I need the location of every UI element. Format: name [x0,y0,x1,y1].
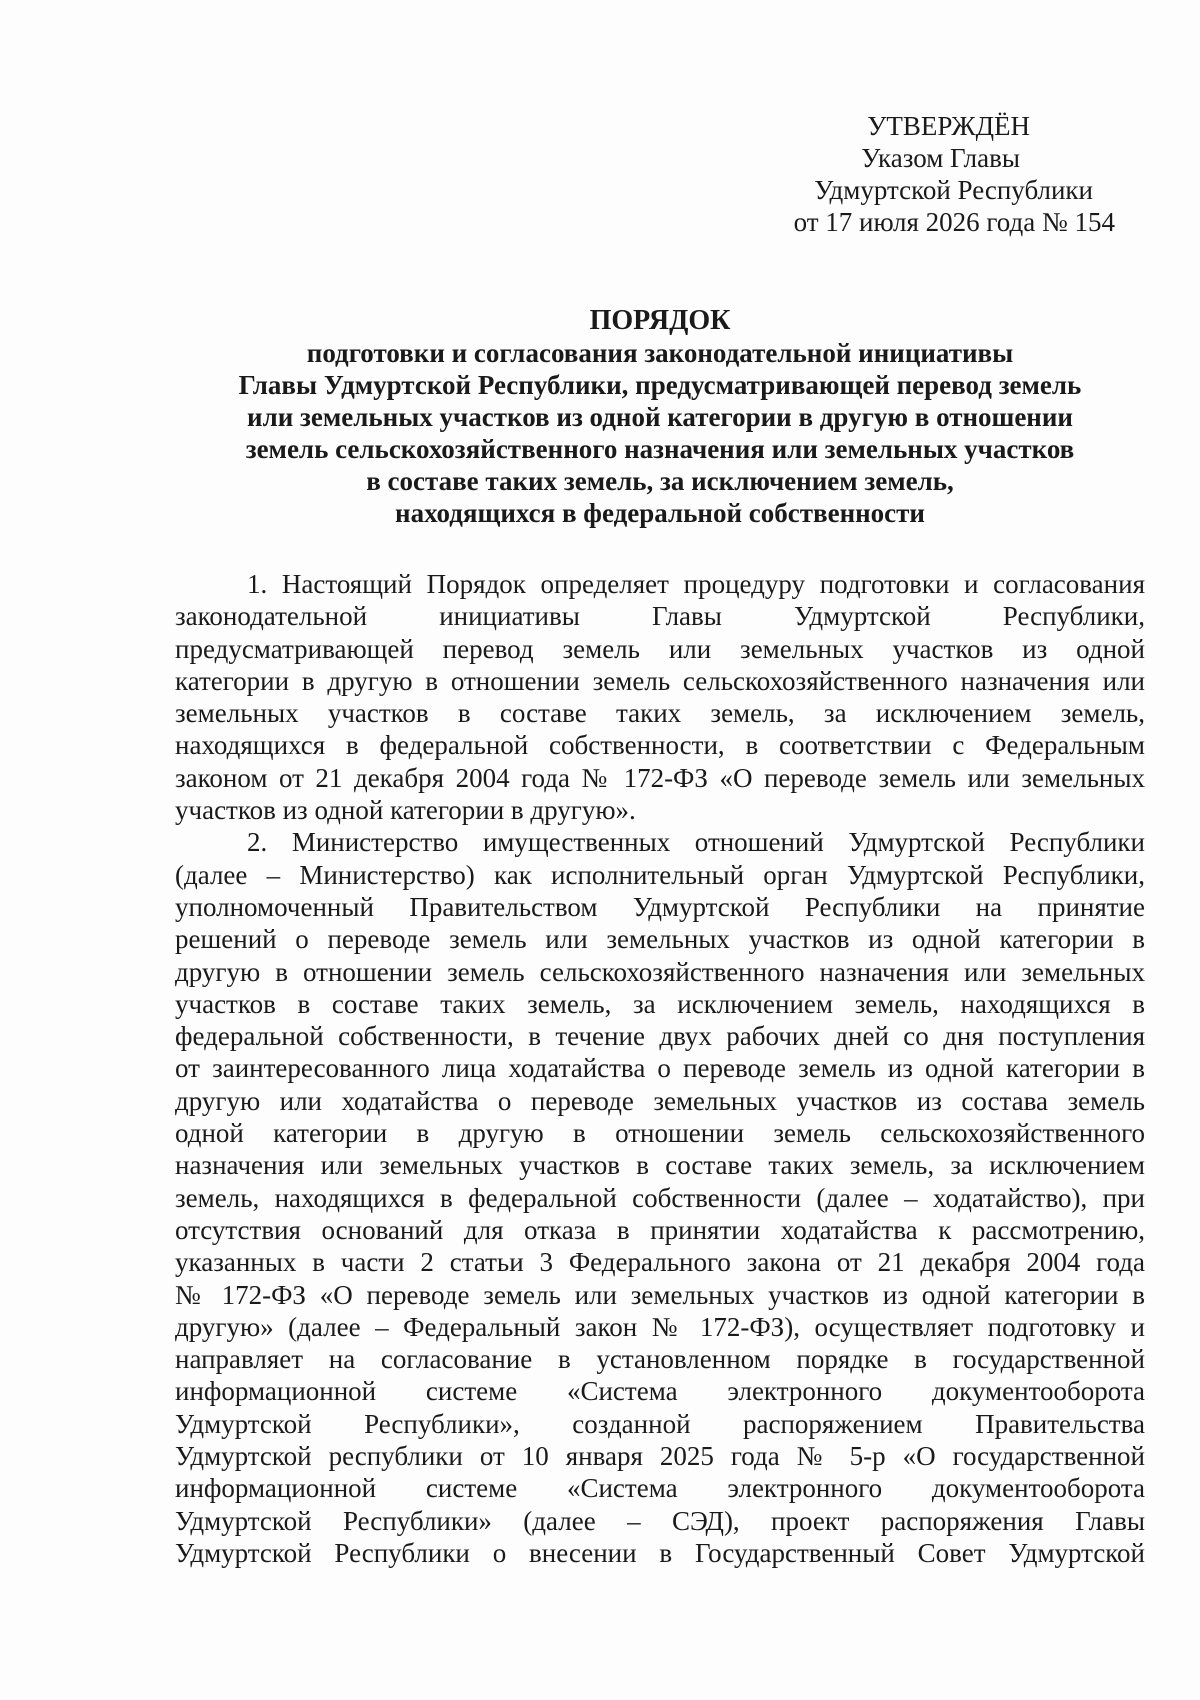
paragraph-line: указанных в части 2 статьи 3 Федерального закона от 21 декабря 2004 года [175,1247,1145,1278]
paragraph-line: предусматривающей перевод земель или земельных участков из одной [175,633,1145,664]
paragraph-line: Удмуртской Республики о внесении в Государственный Совет Удмуртской [175,1537,1145,1568]
paragraph-line: Удмуртской республики от 10 января 2025 года № 5-р «О государственной [175,1441,1145,1472]
paragraph-line: Удмуртской Республики», созданной распоряжением Правительства [175,1408,1145,1439]
paragraph-line: находящихся в федеральной собственности, в соответствии с Федеральным [175,730,1145,761]
paragraph-line: 2. Министерство имущественных отношений Удмуртской Республики [247,827,1145,858]
title-line: в составе таких земель, за исключением земель, [366,466,954,496]
paragraph-line: направляет на согласование в установленном порядке в государственной [175,1344,1145,1375]
paragraph-line: от заинтересованного лица ходатайства о переводе земель из одной категории в [175,1053,1145,1084]
approval-line: от 17 июля 2026 года № 154 [793,207,1115,237]
paragraph-line: категории в другую в отношении земель сельскохозяйственного назначения или [175,665,1145,696]
paragraph-line: другую» (далее – Федеральный закон № 172-ФЗ), осуществляет подготовку и [175,1311,1145,1342]
approval-line: Удмуртской Республики [814,175,1093,205]
approval-line: УТВЕРЖДЁН [867,111,1030,141]
title-heading: ПОРЯДОК [589,305,731,336]
paragraph-line: решений о переводе земель или земельных участков из одной категории в [175,924,1145,955]
paragraph-line: уполномоченный Правительством Удмуртской Республики на принятие [175,891,1145,922]
paragraph-2 [175,826,1145,1569]
paragraph-line: Удмуртской Республики» (далее – СЭД), проект распоряжения Главы [175,1505,1145,1536]
title-line: подготовки и согласования законодательной инициативы [306,338,1014,368]
document-title [160,305,1160,529]
paragraph-line: одной категории в другую в отношении земель сельскохозяйственного [175,1118,1145,1149]
title-line: или земельных участков из одной категории в другую в отношении [247,402,1073,432]
paragraph-line: отсутствия оснований для отказа в принятии ходатайства к рассмотрению, [175,1214,1145,1245]
approval-line: Указом Главы [861,143,1020,173]
paragraph-line: другую в отношении земель сельскохозяйственного назначения или земельных [175,956,1145,987]
document-body [175,568,1145,1569]
paragraph-1 [175,568,1145,826]
paragraph-line: (далее – Министерство) как исполнительный орган Удмуртской Республики, [175,859,1145,890]
paragraph-line: информационной системе «Система электронного документооборота [175,1473,1145,1504]
paragraph-line: федеральной собственности, в течение двух рабочих дней со дня поступления [175,1021,1145,1052]
paragraph-line: законодательной инициативы Главы Удмуртской Республики, [175,601,1145,632]
paragraph-line: информационной системе «Система электронного документооборота [175,1376,1145,1407]
paragraph-line: законом от 21 декабря 2004 года № 172-ФЗ «О переводе земель или земельных [175,762,1145,793]
paragraph-line: участков в составе таких земель, за исключением земель, находящихся в [175,988,1145,1019]
title-line: находящихся в федеральной собственности [395,498,925,528]
paragraph-line: 1. Настоящий Порядок определяет процедуру подготовки и согласования [247,569,1145,599]
paragraph-line: участков из одной категории в другую». [175,795,636,826]
paragraph-line: № 172-ФЗ «О переводе земель или земельных участков из одной категории в [175,1279,1145,1310]
approval-stamp [695,110,1115,238]
paragraph-line: другую или ходатайства о переводе земельных участков из состава земель [175,1085,1145,1116]
title-line: земель сельскохозяйственного назначения или земельных участков [245,434,1075,464]
paragraph-line: земельных участков в составе таких земель, за исключением земель, [175,698,1145,729]
title-line: Главы Удмуртской Республики, предусматривающей перевод земель [238,370,1082,400]
paragraph-line: назначения или земельных участков в составе таких земель, за исключением [175,1150,1145,1181]
paragraph-line: земель, находящихся в федеральной собственности (далее – ходатайство), при [175,1182,1145,1213]
